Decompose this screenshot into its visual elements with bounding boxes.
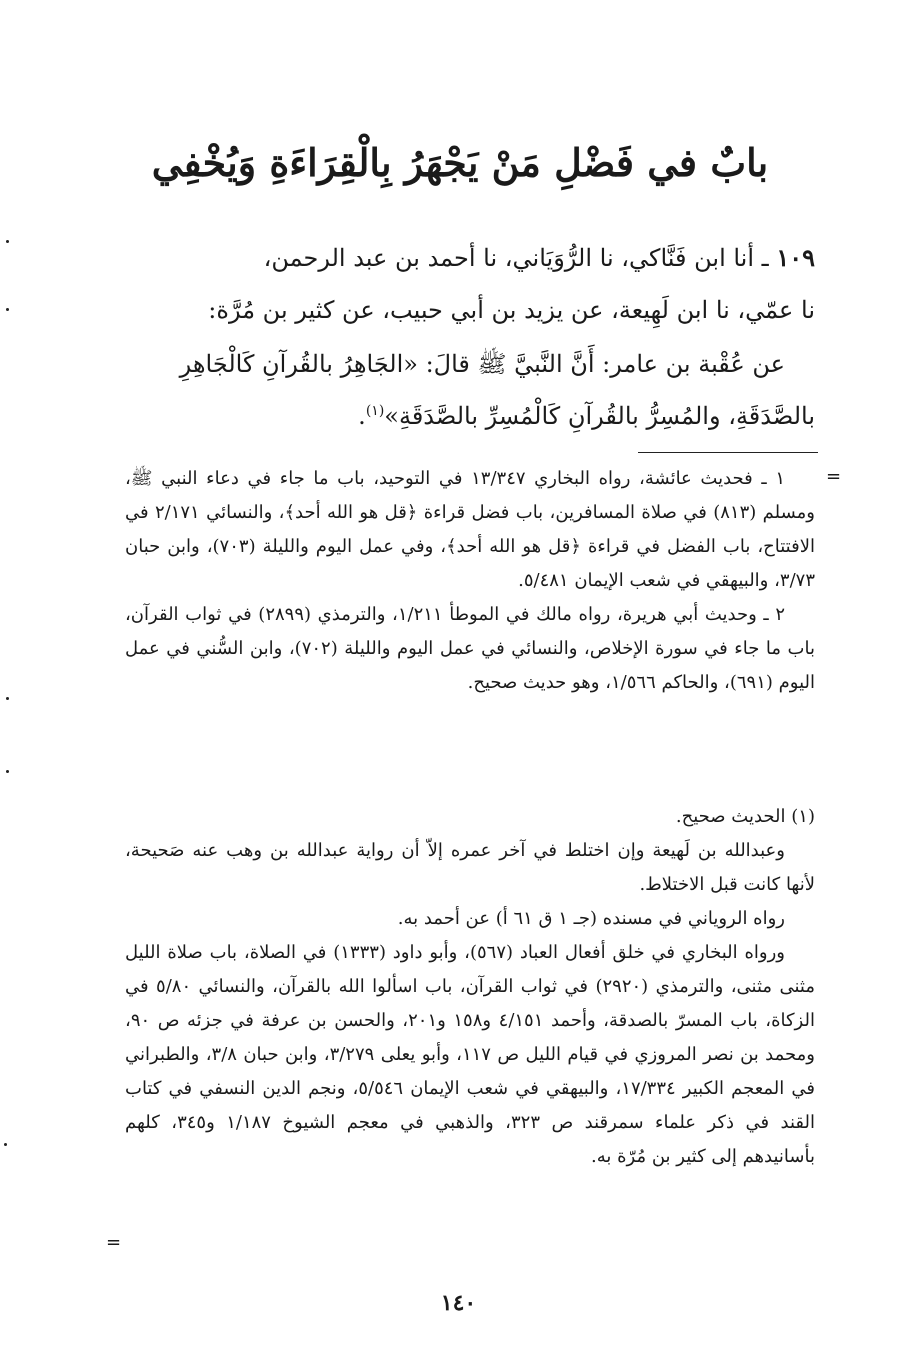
- footnote: [125, 800, 815, 1174]
- continued-note-2: ٢ ـ وحديث أبي هريرة، رواه مالك في الموطأ ١/٢١١، والترمذي (٢٨٩٩) في ثواب القرآن، باب ما جاء في سورة الإخلاص، والنسائي في عمل اليوم والليلة (٧٠٢)، وابن السُّني في عمل اليوم (٦٩١)، والحاكم ١/٥٦٦، وهو حديث صحيح.: [125, 604, 815, 693]
- matn-text: عن عُقْبة بن عامر: أَنَّ النَّبيَّ ﷺ قالَ: «الجَاهِرُ بالقُرآنِ كَالْجَاهِرِ بالصَّدَقَةِ، والمُسِرُّ بالقُرآنِ كَالْمُسِرِّ بالصَّدَقَةِ»: [179, 350, 815, 430]
- chapter-heading: بابٌ في فَضْلِ مَنْ يَجْهَرُ بِالْقِرَاءَةِ وَيُخْفِي: [151, 140, 769, 185]
- footnote-marker: (١): [791, 806, 815, 827]
- scan-speck: [6, 240, 9, 243]
- scan-speck: [6, 308, 9, 311]
- footnote-first-line: [125, 800, 815, 834]
- isnad-line-1: [125, 232, 815, 284]
- scan-speck: [6, 770, 9, 773]
- isnad-line-2: نا عمّي، نا ابن لَهِيعة، عن يزيد بن أبي حبيب، عن كثير بن مُرَّة:: [208, 296, 815, 324]
- page-number: ١٤٠: [440, 1290, 477, 1316]
- matn-paragraph: [125, 338, 815, 442]
- continued-notes: [125, 462, 815, 700]
- matn-end: .: [358, 402, 366, 430]
- footnote-line-3: رواه الروياني في مسنده (جـ ١ ق ٦١ أ) عن أحمد به.: [397, 908, 785, 929]
- hadith-number: ١٠٩: [776, 243, 815, 272]
- footnote-ref: (١): [365, 403, 385, 419]
- continued-note-1: ١ ـ فحديث عائشة، رواه البخاري ١٣/٣٤٧ في التوحيد، باب ما جاء في دعاء النبي ﷺ، ومسلم (٨١٣) في صلاة المسافرين، باب فضل قراءة ﴿قل هو الله أحد﴾، والنسائي ٢/١٧١ في الافتتاح، باب الفضل في قراءة ﴿قل هو الله أحد﴾، وفي عمل اليوم والليلة (٧٠٣)، وابن حبان ٣/٧٣، والبيهقي في شعب الإيمان ٥/٤٨١.: [125, 468, 815, 591]
- footnote-separator: [638, 452, 818, 453]
- continuation-mark-top: =: [826, 466, 842, 487]
- hadith-block: [125, 232, 815, 442]
- footnote-line-1: الحديث صحيح.: [675, 806, 786, 827]
- scan-speck: [4, 1143, 7, 1146]
- scan-speck: [6, 697, 9, 700]
- isnad-text-1: ـ أنا ابن فَنَّاكي، نا الرُّوَيَاني، نا أحمد بن عبد الرحمن،: [263, 244, 769, 272]
- continuation-mark-bottom: =: [106, 1232, 122, 1253]
- footnote-line-4: ورواه البخاري في خلق أفعال العباد (٥٦٧)، وأبو داود (١٣٣٣) في الصلاة، باب صلاة الليل مثنى مثنى، والترمذي (٢٩٢٠) في ثواب القرآن، باب اسألوا الله بالقرآن، والنسائي ٥/٨٠ في الزكاة، باب المسرّ بالصدقة، وأحمد ٤/١٥١ و١٥٨ و٢٠١، والحسن بن عرفة في جزئه ص ٩٠، ومحمد بن نصر المروزي في قيام الليل ص ١١٧، وأبو يعلى ٣/٢٧٩، وابن حبان ٣/٨، والطبراني في المعجم الكبير ١٧/٣٣٤، والبيهقي في شعب الإيمان ٥/٥٤٦، ونجم الدين النسفي في كتاب القند في ذكر علماء سمرقند ص ٣٢٣، والذهبي في معجم الشيوخ ١/١٨٧ و٣٤٥، كلهم بأسانيدهم إلى كثير بن مُرّة به.: [125, 942, 815, 1167]
- footnote-line-2: وعبدالله بن لَهيعة وإن اختلط في آخر عمره إلاّ أن رواية عبدالله بن وهب عنه صَحيحة، لأنها كانت قبل الاختلاط.: [125, 840, 815, 895]
